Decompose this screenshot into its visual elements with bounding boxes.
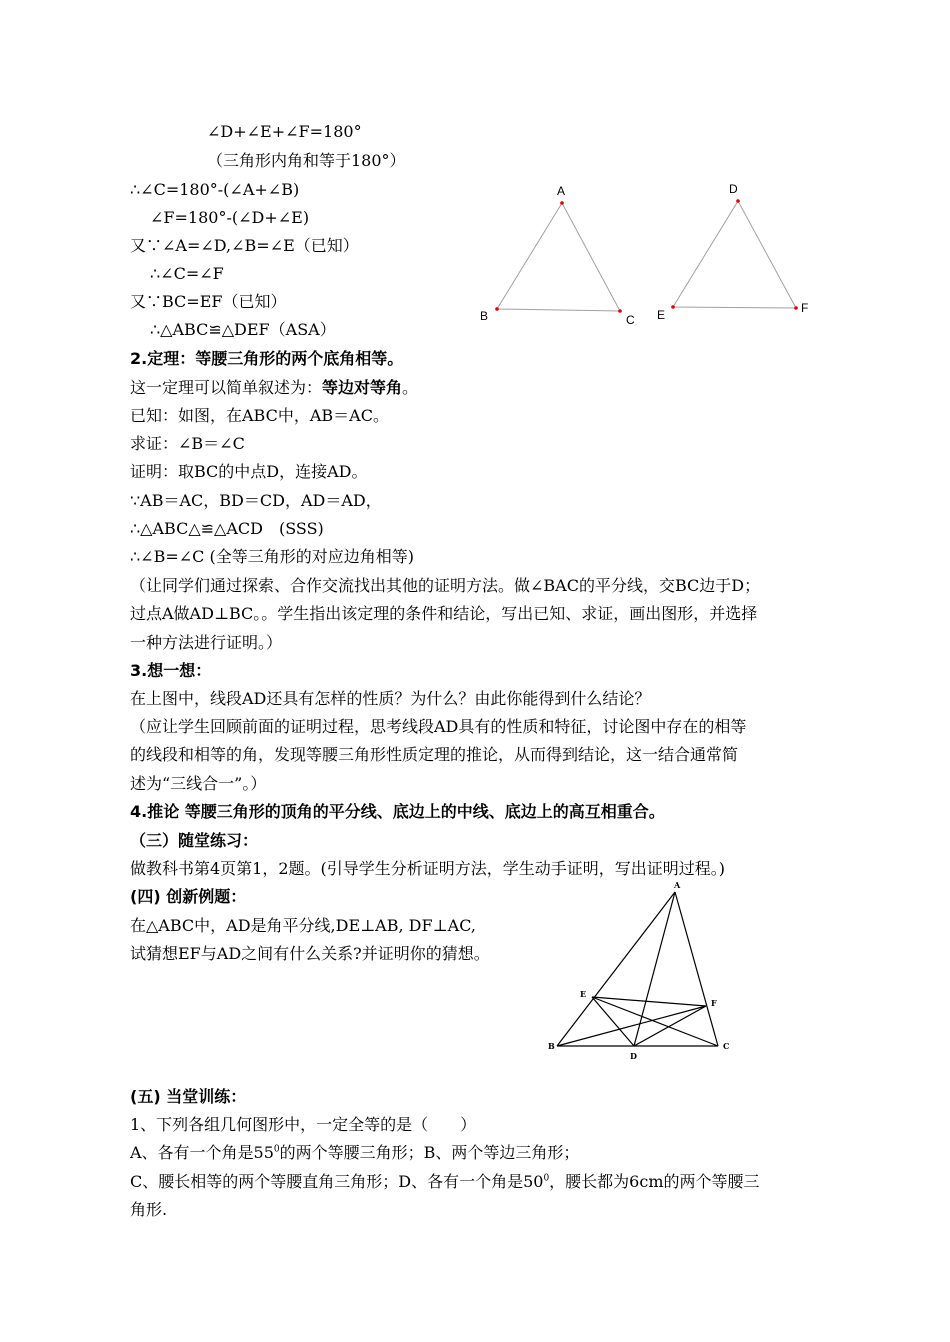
theorem-step-1: ∵AB＝AC，BD＝CD，AD＝AD，: [130, 491, 382, 510]
theorem-proof: 证明：取BC的中点D，连接AD。: [130, 462, 368, 481]
theorem-prove: 求证：∠B＝∠C: [130, 434, 245, 453]
training-option-ab: [130, 1143, 579, 1163]
label-c2: C: [723, 1041, 730, 1051]
congruent-triangles-figure: [470, 178, 820, 330]
theorem-given: 已知：如图，在ABC中，AB＝AC。: [130, 406, 389, 425]
think-note-2: 的线段和相等的角，发现等腰三角形性质定理的推论，从而得到结论，这一结合通常简: [130, 745, 739, 764]
label-e: E: [657, 308, 666, 322]
training-question: 1、下列各组几何图形中，一定全等的是（ ）: [130, 1115, 477, 1134]
option-c-pre: C、腰长相等的两个等腰直角三角形；D、各有一个角是50: [130, 1172, 544, 1191]
theorem-short-suffix: 。: [402, 378, 419, 397]
label-f: F: [801, 301, 809, 315]
think-title: 3.想一想：: [130, 661, 212, 680]
option-a-sup: 0: [273, 1144, 280, 1155]
proof-line-1: ∠D+∠E+∠F=180°: [207, 122, 362, 141]
segment-ac: [675, 892, 718, 1046]
practice-title: （三）随堂练习：: [130, 831, 259, 850]
vertex-dot-e: [671, 305, 675, 309]
theorem-short-prefix: 这一定理可以简单叙述为：: [130, 378, 323, 397]
option-a-post: 的两个等腰三角形；B、两个等边三角形；: [279, 1143, 580, 1162]
proof-line-7: 又∵BC=EF（已知）: [130, 292, 287, 311]
think-note-1: （应让学生回顾前面的证明过程，思考线段AD具有的性质和特征，讨论图中存在的相等: [130, 717, 747, 736]
theorem-step-2: ∴△ABC△≌△ACD (SSS): [130, 519, 324, 538]
proof-line-2: （三角形内角和等于180°）: [207, 151, 406, 170]
label-b: B: [480, 309, 489, 323]
proof-line-8: ∴△ABC≌△DEF（ASA）: [150, 320, 336, 339]
practice-text: 做教科书第4页第1，2题。(引导学生分析证明方法，学生动手证明，写出证明过程。): [130, 859, 726, 878]
theorem-title: 2.定理：等腰三角形的两个底角相等。: [130, 349, 404, 368]
think-question: 在上图中，线段AD还具有怎样的性质？为什么？由此你能得到什么结论？: [130, 689, 651, 708]
think-note-3: 述为“三线合一”。）: [130, 774, 267, 793]
training-option-cd: [130, 1172, 760, 1192]
label-c: C: [626, 313, 635, 327]
proof-line-5: 又∵∠A=∠D,∠B=∠E（已知）: [130, 236, 359, 255]
label-a: A: [557, 184, 566, 198]
triangle-abc: [497, 203, 620, 311]
label-f2: F: [711, 998, 717, 1008]
vertex-dot-f: [794, 306, 798, 310]
corollary-title: 4.推论 等腰三角形的顶角的平分线、底边上的中线、底边上的高互相重合。: [130, 802, 665, 821]
proof-line-3: ∴∠C=180°-(∠A+∠B): [130, 180, 300, 199]
vertex-dot-d: [736, 199, 740, 203]
label-a2: A: [674, 880, 681, 890]
vertex-dot-c: [618, 309, 622, 313]
example-line-1: 在△ABC中，AD是角平分线,DE⊥AB, DF⊥AC,: [130, 916, 476, 935]
option-a-pre: A、各有一个角是55: [130, 1143, 274, 1162]
example-title: (四) 创新例题：: [130, 887, 247, 906]
label-d: D: [729, 182, 738, 196]
theorem-step-3: ∴∠B=∠C (全等三角形的对应边角相等): [130, 547, 414, 566]
proof-line-4: ∠F=180°-(∠D+∠E): [150, 208, 310, 227]
training-title: (五) 当堂训练：: [130, 1087, 247, 1106]
triangle-def: [673, 201, 796, 308]
segment-ad: [634, 892, 675, 1046]
theorem-short: [130, 378, 418, 398]
proof-line-6: ∴∠C=∠F: [150, 264, 224, 283]
option-c-sup: 0: [543, 1173, 550, 1184]
option-c-post: ，腰长都为6cm的两个等腰三: [549, 1172, 760, 1191]
example-line-2: 试猜想EF与AD之间有什么关系?并证明你的猜想。: [130, 944, 490, 963]
vertex-dot-b: [495, 307, 499, 311]
theorem-note-3: 一种方法进行证明。）: [130, 633, 283, 652]
label-b2: B: [548, 1041, 555, 1051]
angle-bisector-figure: [540, 875, 740, 1065]
segment-ef: [592, 997, 706, 1006]
training-option-cd-cont: 角形.: [130, 1200, 168, 1219]
theorem-note-2: 过点A做AD⊥BC。。学生指出该定理的条件和结论，写出已知、求证，画出图形，并选择: [130, 604, 758, 623]
segment-ec: [592, 997, 718, 1046]
vertex-dot-a: [560, 201, 564, 205]
segment-df: [634, 1006, 706, 1046]
theorem-note-1: （让同学们通过探索、合作交流找出其他的证明方法。做∠BAC的平分线，交BC边于D；: [130, 576, 761, 595]
label-e2: E: [580, 989, 587, 999]
label-d2: D: [630, 1051, 637, 1061]
theorem-short-bold: 等边对等角: [322, 378, 403, 397]
segment-de: [592, 997, 634, 1046]
